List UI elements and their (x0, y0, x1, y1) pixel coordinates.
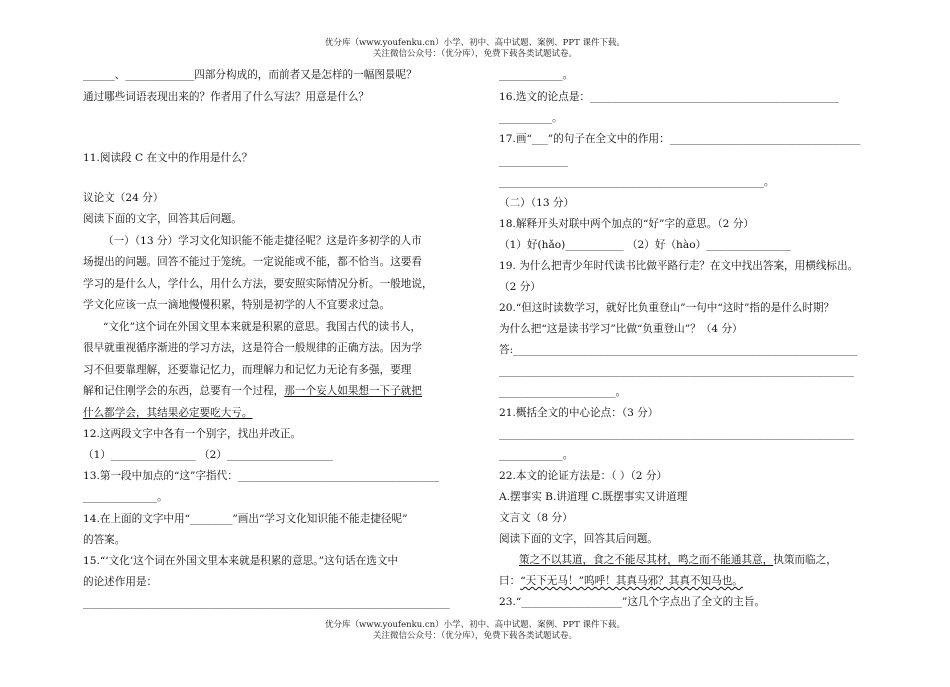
question-23: 23.“___________________”这几个字点出了全文的主旨。 (499, 596, 766, 608)
header-line-2: 关注微信公众号：（优分库），免费下载各类试题试卷。 (372, 49, 577, 59)
question-22-options: A.摆事实 B.讲道理 C.既摆事实又讲道理 (499, 491, 688, 503)
passage-line-5: “文化”这个词在外国文里本来就是积累的意思。我国古代的读书人， (103, 321, 422, 333)
question-13-blank: ______________。 (83, 491, 168, 503)
passage-line-1: （一）（13 分）学习文化知识能不能走捷径呢？这是许多初学的人市 (103, 235, 422, 247)
question-19: 19. 为什么把青少年时代读书比做平路行走？在文中找出答案，用横线标出。 (499, 260, 859, 272)
page-footer (0, 620, 950, 642)
question-18: 18.解释开头对联中两个加点的“好”字的意思。（2 分） (499, 218, 754, 230)
classical-wavy-underlined: “天下无马！”呜呼！其真马邪？其真不知马也。 (520, 575, 743, 587)
passage-line-9: 什么都学会，其结果必定要吃大亏。 (83, 407, 253, 419)
footer-line-1: 优分库（www.youfenku.cn）小学、初中、高中试题、案例、PPT 课件下载。 (325, 620, 625, 630)
question-15-blank: ______________________________________________________________________ (83, 597, 450, 609)
passage-line-2: 场提出的问题。回答不能过于笼统。一定说能或不能，都不恰当。这要看 (83, 256, 422, 268)
question-20-blank-2: ______________________。 (499, 386, 627, 398)
question-20: 20.“但这时读数学习，就好比负重登山”一句中“这时”指的是什么时期？ (499, 302, 835, 314)
question-16-blank: __________。 (499, 112, 563, 124)
section-title-classical: 文言文（8 分） (499, 512, 573, 524)
question-20-cont: 为什么把“这是读书学习”比做“负重登山”？（4 分） (499, 323, 743, 335)
question-22: 22.本文的论证方法是：（ ）（2 分） (499, 470, 668, 482)
reading-instruction: 阅读下面的文字，回答其后问题。 (83, 213, 242, 225)
footer-line-2: 关注微信公众号：（优分库），免费下载各类试题试卷。 (372, 631, 577, 641)
question-17-blank-2: __________________________________________________。 (499, 176, 775, 188)
passage-line-8-text: 解和记住刚学会的东西，总要有一个过程， (83, 385, 285, 397)
question-12-blanks: （1）________________ （2）____________________ (83, 449, 333, 461)
classical-line-2 (499, 574, 743, 588)
passage-line-3: 学习的是什么人，学什么，用什么方法，要安照实际情况分析。一般地说， (83, 278, 433, 290)
header-line-1: 优分库（www.youfenku.cn）小学、初中、高中试题、案例、PPT 课件下载。 (325, 38, 625, 48)
passage-line-7: 习不但要靠理解，还要靠记忆力，而理解力和记忆力无论有多强，要理 (83, 364, 412, 376)
underlined-sentence: 那一个妄人如果想一下子就把 (284, 385, 422, 397)
question-17-blank-1: _____________ (499, 155, 568, 167)
question-18-blanks: （1）好(hǎo)___________ （2）好（hào）________________ (499, 239, 791, 251)
question-14: 14.在上面的文字中用“________”画出“学习文化知识能不能走捷径呢” (83, 513, 408, 525)
question-17: 17.画“___”的句子在全文中的作用：____________________________________ (499, 133, 861, 145)
passage-line-6: 很早就重视循序渐进的学习方法，这是符合一般规律的正确方法。因为学 (83, 342, 422, 354)
classical-instruction: 阅读下面的文字，回答其后问题。 (499, 533, 658, 545)
question-20-answer: 答:_________________________________________________________________ (499, 344, 858, 356)
question-21-blank-1: ___________________________________________________________________ (499, 428, 854, 440)
question-20-blank-1: ___________________________________________________________________ (499, 365, 854, 377)
question-16: 16.选文的论点是：_______________________________________________ (499, 91, 839, 103)
question-13: 13.第一段中加点的“这”字指代：______________________________________ (83, 470, 440, 482)
passage-line-4: 学文化应该一点一滴地慢慢积累，特别是初学的人不宜要求过急。 (83, 299, 391, 311)
page-header (0, 38, 950, 60)
question-19-score: （2 分） (499, 281, 541, 293)
section-title-argumentative: 议论文（24 分） (83, 192, 164, 204)
section-two-title: （二）（13 分） (499, 197, 575, 209)
question-15-cont: 的论述作用是： (83, 576, 158, 588)
question-11: 11.阅读段 C 在文中的作用是什么？ (83, 152, 253, 164)
question-14-cont: 的答案。 (83, 534, 126, 546)
question-12: 12.这两段文字中各有一个别字，找出并改正。 (83, 428, 302, 440)
left-line-1: ______、_____________四部分构成的，而前者又是怎样的一幅图景呢？ (83, 69, 417, 81)
classical-line-1 (499, 553, 837, 567)
classical-underlined: 策之不以其道，食之不能尽其材，鸣之而不能通其意， (519, 554, 774, 566)
question-21-blank-2: ____________。 (499, 449, 574, 461)
passage-line-8 (83, 384, 422, 398)
classical-line-1-end: 执策而临之， (773, 554, 837, 566)
classical-line-2-start: 曰： (499, 575, 521, 587)
left-line-2: 通过哪些词语表现出来的？作者用了什么写法？用意是什么？ (83, 91, 370, 103)
question-21: 21.概括全文的中心论点：（3 分） (499, 407, 659, 419)
right-line-1: ____________。 (499, 69, 574, 81)
question-15: 15.“‘文化’这个词在外国文里本来就是积累的意思。”这句话在选文中 (83, 555, 399, 567)
